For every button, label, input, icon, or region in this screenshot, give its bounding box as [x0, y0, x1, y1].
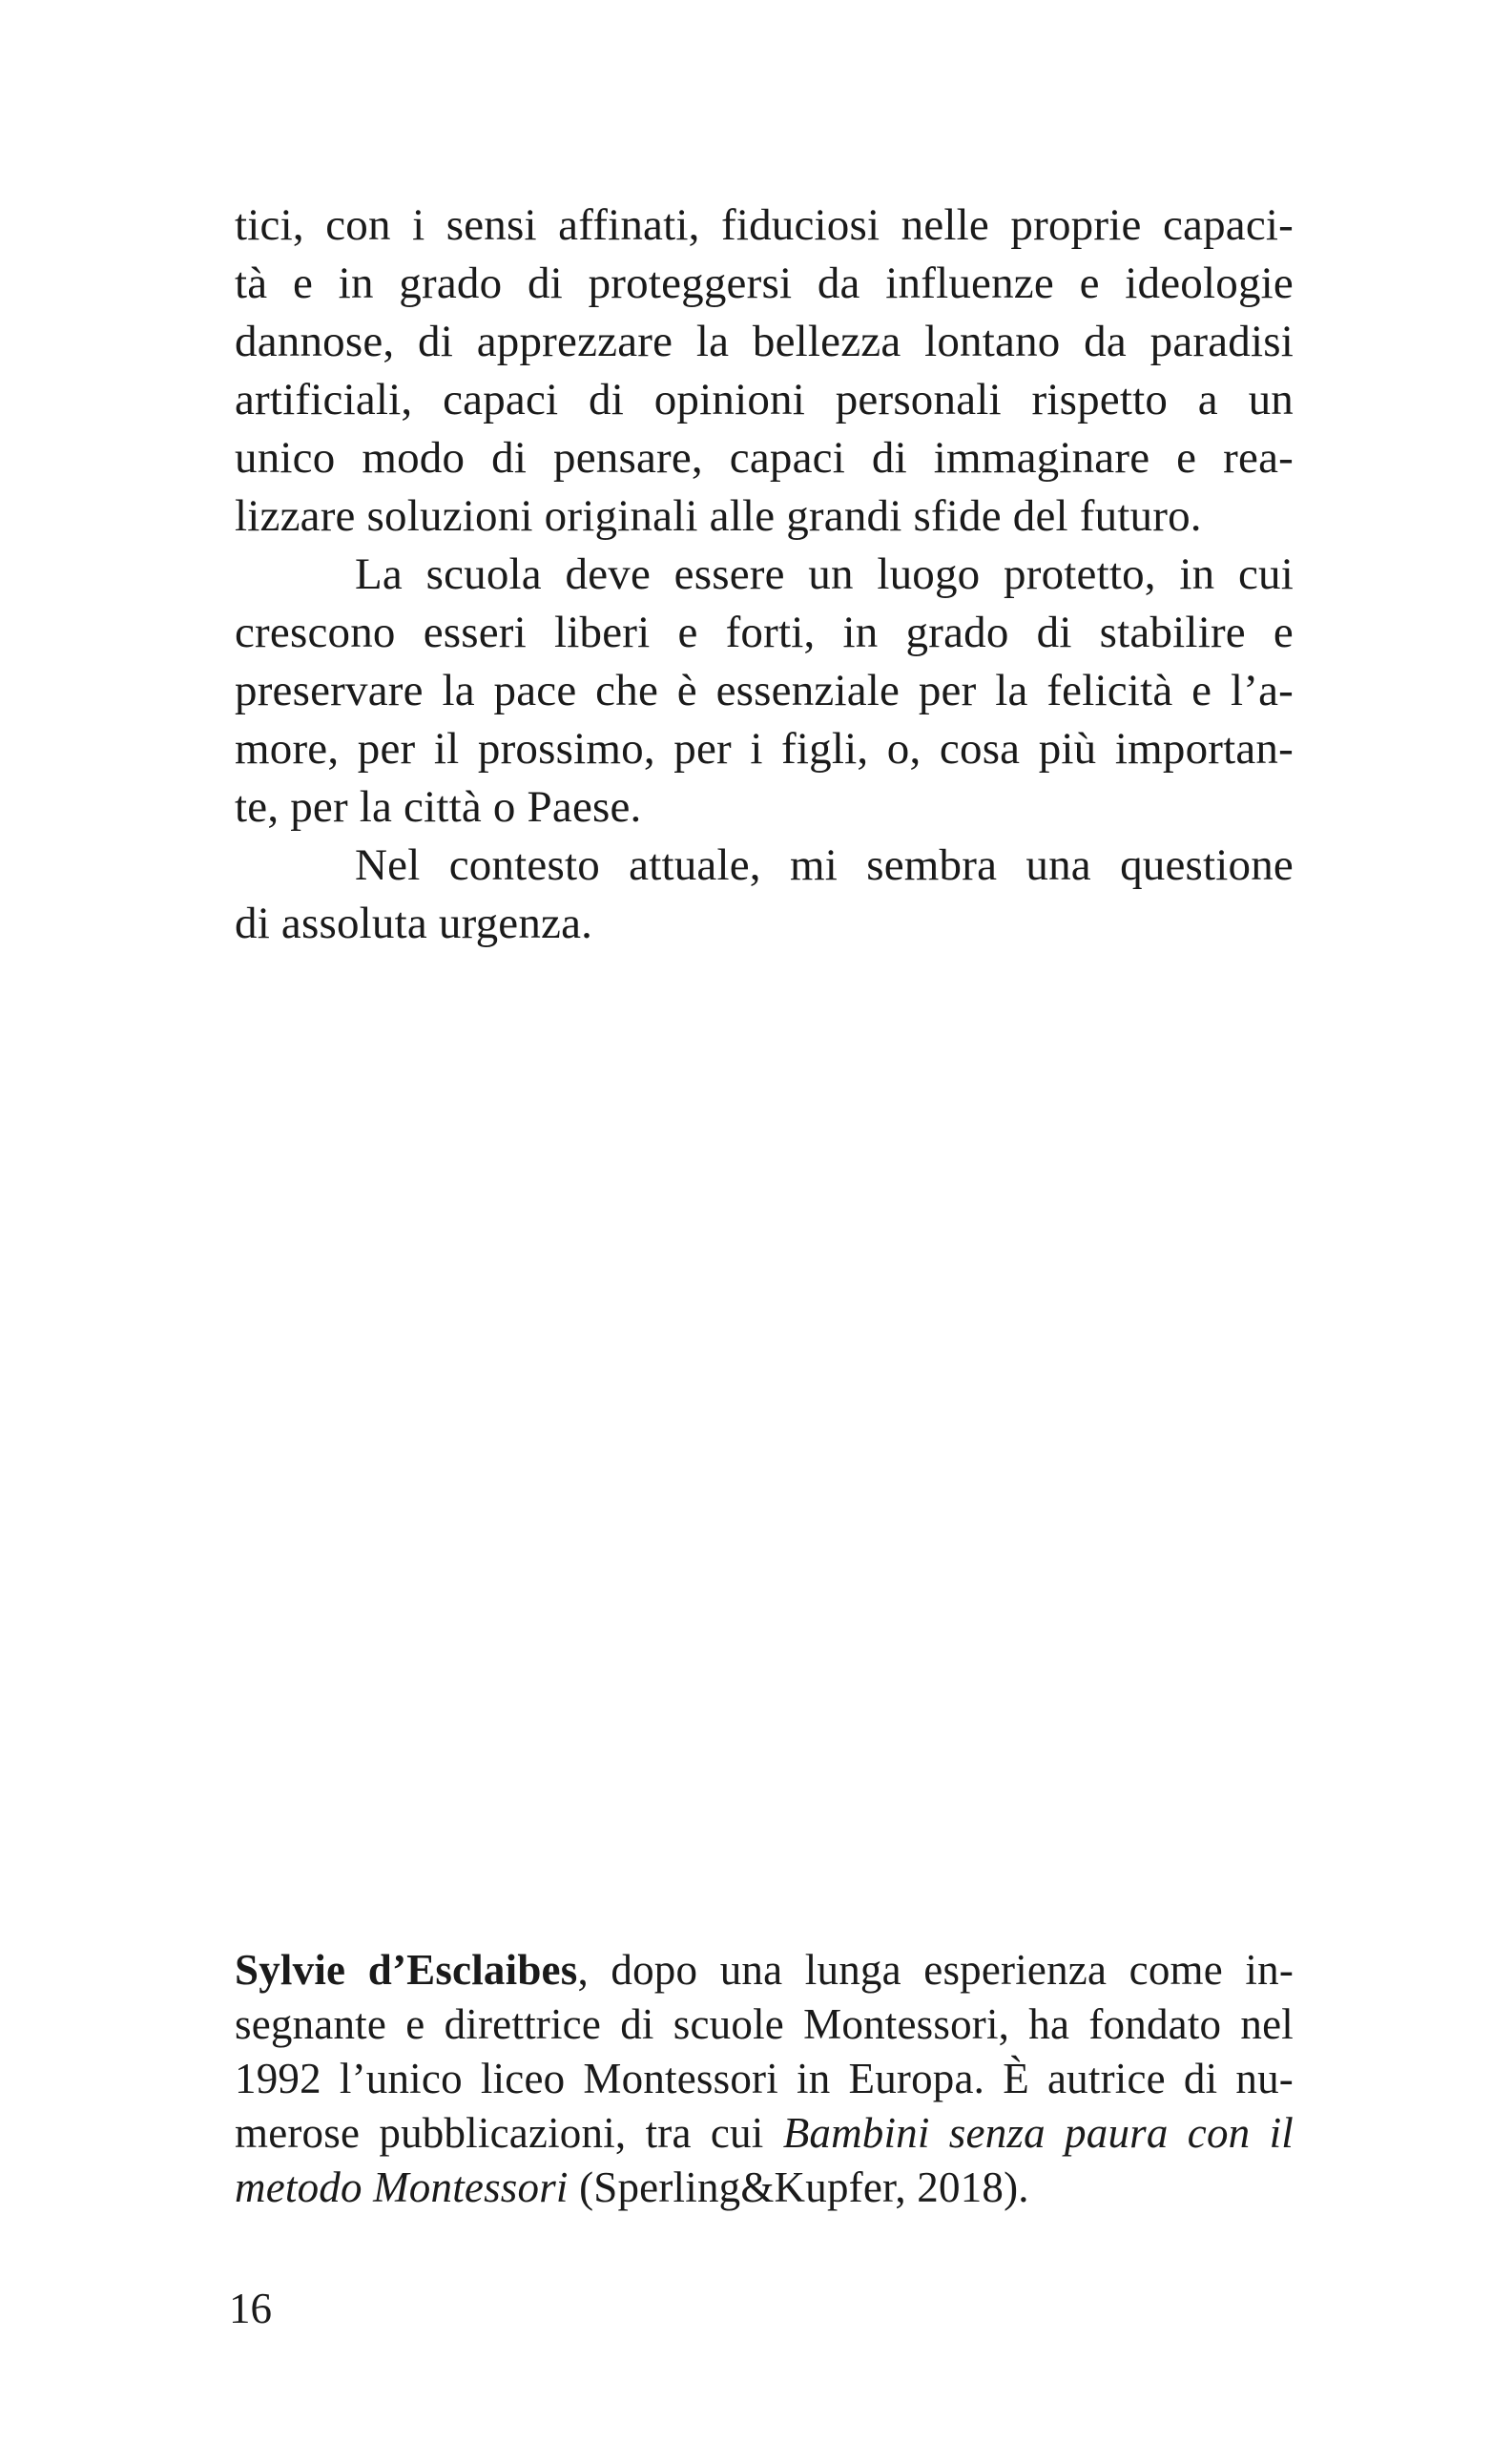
body-line: tà e in grado di proteggersi da influenze e ideologie: [235, 259, 1294, 308]
bio-line: 1992 l’unico liceo Montessori in Europa. È autrice di nu-: [235, 2055, 1294, 2102]
body-line: crescono esseri liberi e forti, in grado di stabilire e: [235, 608, 1294, 657]
body-line: preservare la pace che è essenziale per la felicità e l’a-: [235, 666, 1294, 715]
body-line: dannose, di apprezzare la bellezza lontano da paradisi: [235, 317, 1294, 366]
body-line: di assoluta urgenza.: [235, 899, 593, 948]
body-line: more, per il prossimo, per i figli, o, cosa più importan-: [235, 724, 1294, 774]
body-line: tici, con i sensi affinati, fiduciosi nelle proprie capaci-: [235, 200, 1294, 250]
bio-line: segnante e direttrice di scuole Montessori, ha fondato nel: [235, 2000, 1294, 2048]
body-line: artificiali, capaci di opinioni personali rispetto a un: [235, 375, 1294, 424]
bio-text: merose pubblicazioni, tra cui: [235, 2109, 783, 2157]
book-title: metodo Montessori: [235, 2163, 569, 2211]
book-title: Bambini senza paura con il: [782, 2109, 1294, 2157]
bio-line: [235, 1943, 1294, 2000]
bio-line: [235, 2161, 1294, 2218]
paragraph-first-line: La scuola deve essere un luogo protetto, in cui: [355, 549, 1294, 599]
author-name: Sylvie d’Esclaibes: [235, 1946, 578, 1994]
bio-text: , dopo una lunga esperienza come in-: [577, 1946, 1295, 1994]
bio-line: [235, 2106, 1294, 2163]
page-number: 16: [229, 2285, 272, 2332]
body-line: lizzare soluzioni originali alle grandi sfide del futuro.: [235, 491, 1202, 541]
body-line: te, per la città o Paese.: [235, 782, 642, 832]
bio-text: (Sperling&Kupfer, 2018).: [568, 2163, 1029, 2211]
paragraph-first-line: Nel contesto attuale, mi sembra una questione: [355, 840, 1294, 890]
body-line: unico modo di pensare, capaci di immaginare e rea-: [235, 433, 1294, 483]
